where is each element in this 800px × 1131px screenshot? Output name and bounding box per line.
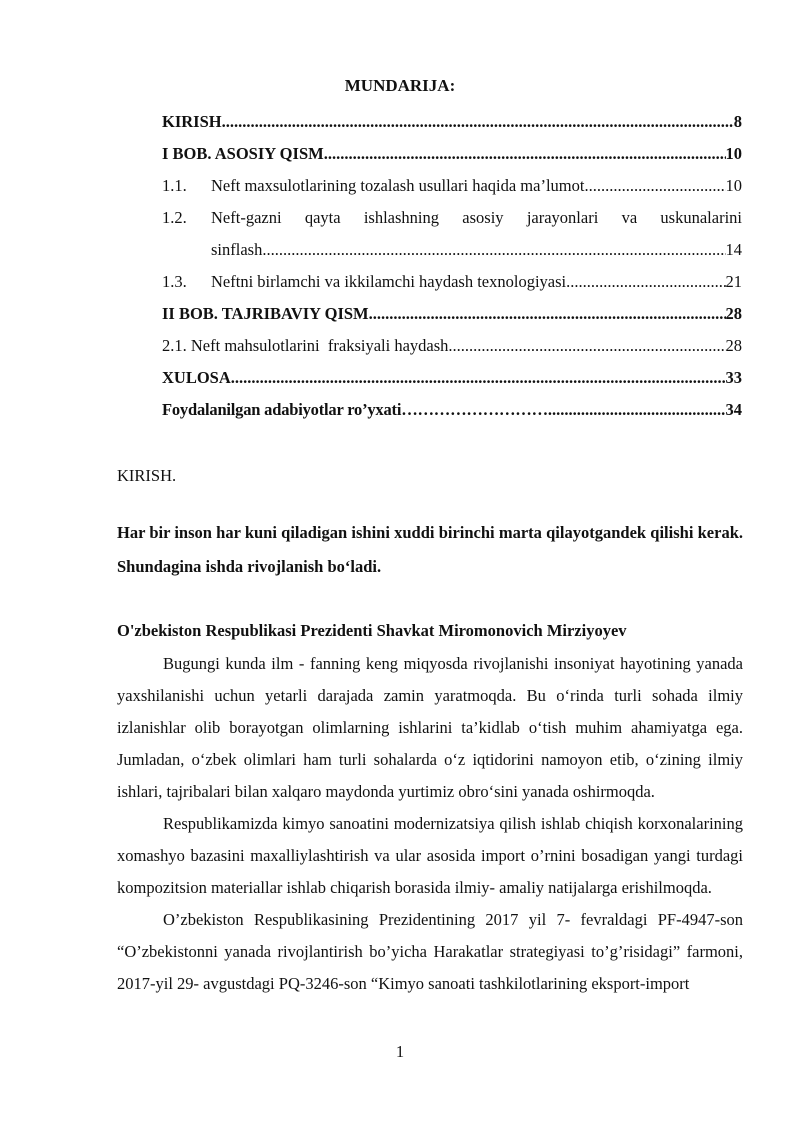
toc-leader-dots: [584, 170, 725, 202]
toc-entry-page: 14: [725, 240, 742, 259]
toc-leader-dots: [448, 330, 725, 362]
toc-entry-1-3[interactable]: [162, 266, 742, 298]
toc-entry-label: Foydalanilgan adabiyotlar ro’yxati………………………: [162, 400, 548, 419]
toc-leader-dots: [369, 298, 726, 330]
toc-entry-page: 28: [725, 336, 742, 355]
toc-entry-number: 1.2.: [162, 208, 187, 227]
toc-entry-page: 33: [725, 368, 742, 387]
toc-entry-kirish[interactable]: [162, 106, 742, 138]
toc-title: MUNDARIJA:: [344, 76, 456, 95]
toc-entry-chapter-2[interactable]: [162, 298, 742, 330]
toc-entry-label: XULOSA: [162, 368, 231, 387]
toc-entry-chapter-1[interactable]: [162, 138, 742, 170]
toc-leader-dots: [231, 362, 726, 394]
toc-entry-label: I BOB. ASOSIY QISM: [162, 144, 324, 163]
toc-entry-xulosa[interactable]: [162, 362, 742, 394]
paragraph: O’zbekiston Respublikasining Prezidentining 2017 yil 7- fevraldagi PF-4947-son “O’zbekistonni yanada rivojlantirish bo’yicha Harakatlar strategiyasi to’g’risidagi” farmoni, 2017-yil 29- avgustdagi PQ-3246-son “Kimyo sanoati tashkilotlarining eksport-import: [117, 910, 743, 993]
toc-leader-dots: [222, 106, 734, 138]
toc-entry-page: 34: [725, 400, 742, 419]
toc-entry-page: 10: [725, 176, 742, 195]
toc-entry-1-1[interactable]: [162, 170, 742, 202]
toc-entry-label: Neftni birlamchi va ikkilamchi haydash texnologiyasi: [211, 272, 567, 291]
table-of-contents: [162, 106, 742, 426]
toc-entry-bibliography[interactable]: [162, 394, 742, 426]
toc-entry-label: Neft maxsulotlarining tozalash usullari haqida ma’lumot: [211, 176, 585, 195]
toc-entry-page: 21: [725, 272, 742, 291]
toc-entry-1-2[interactable]: [162, 202, 742, 266]
paragraph: Bugungi kunda ilm - fanning keng miqyosda rivojlanishi insoniyat hayotining yanada yaxshilanishi uchun yetarli darajada zamin yaratmoqda. Bu o‘rinda turli sohada ilmiy izlanishlar olib borayotgan olimlarning ishlarini ta’kidlab o‘tish muhim ahamiyatga ega. Jumladan, o‘zbek olimlari ham turli sohalarda o‘z iqtidorini namoyon etib, o‘zining ilmiy ishlari, tajribalari bilan xalqaro maydonda yurtimiz obro‘sini yanada oshirmoqda.: [117, 654, 743, 801]
intro-body: [117, 648, 743, 1000]
paragraph: Respublikamizda kimyo sanoatini modernizatsiya qilish ishlab chiqish korxonalarining xomashyo bazasini maxalliylashtirish va ular asosida import o’rnini bosadigan yangi turdagi kompozitsion materiallar ishlab chiqarish borasida ilmiy- amaliy natijalarga erishilmoqda.: [117, 814, 743, 897]
toc-entry-label: II BOB. TAJRIBAVIY QISM: [162, 304, 369, 323]
toc-entry-label: KIRISH: [162, 112, 222, 131]
toc-entry-number: 1.1.: [162, 176, 187, 195]
toc-leader-dots: [324, 138, 726, 170]
toc-entry-page: 10: [725, 144, 742, 163]
toc-entry-page: 28: [725, 304, 742, 323]
toc-entry-label-continued: sinflash: [211, 240, 263, 259]
toc-entry-page: 8: [733, 112, 742, 131]
toc-entry-number: 1.3.: [162, 272, 187, 291]
toc-entry-label: Neft-gazni qayta ishlashning asosiy jarayonlari va uskunalarini: [211, 208, 742, 227]
epigraph-author: O'zbekiston Respublikasi Prezidenti Shavkat Miromonovich Mirziyoyev: [117, 621, 627, 640]
intro-heading: KIRISH.: [117, 466, 177, 485]
toc-leader-dots: [566, 266, 725, 298]
toc-leader-dots: [548, 394, 726, 426]
page-number: 1: [395, 1042, 405, 1061]
epigraph: Har bir inson har kuni qiladigan ishini xuddi birinchi marta qilayotgandek qilishi kerak. Shundagina ishda rivojlanish bo‘ladi.: [117, 523, 743, 576]
toc-leader-dots: [262, 234, 725, 266]
toc-entry-2-1[interactable]: [162, 330, 742, 362]
toc-entry-label: 2.1. Neft mahsulotlarini fraksiyali haydash: [162, 336, 449, 355]
